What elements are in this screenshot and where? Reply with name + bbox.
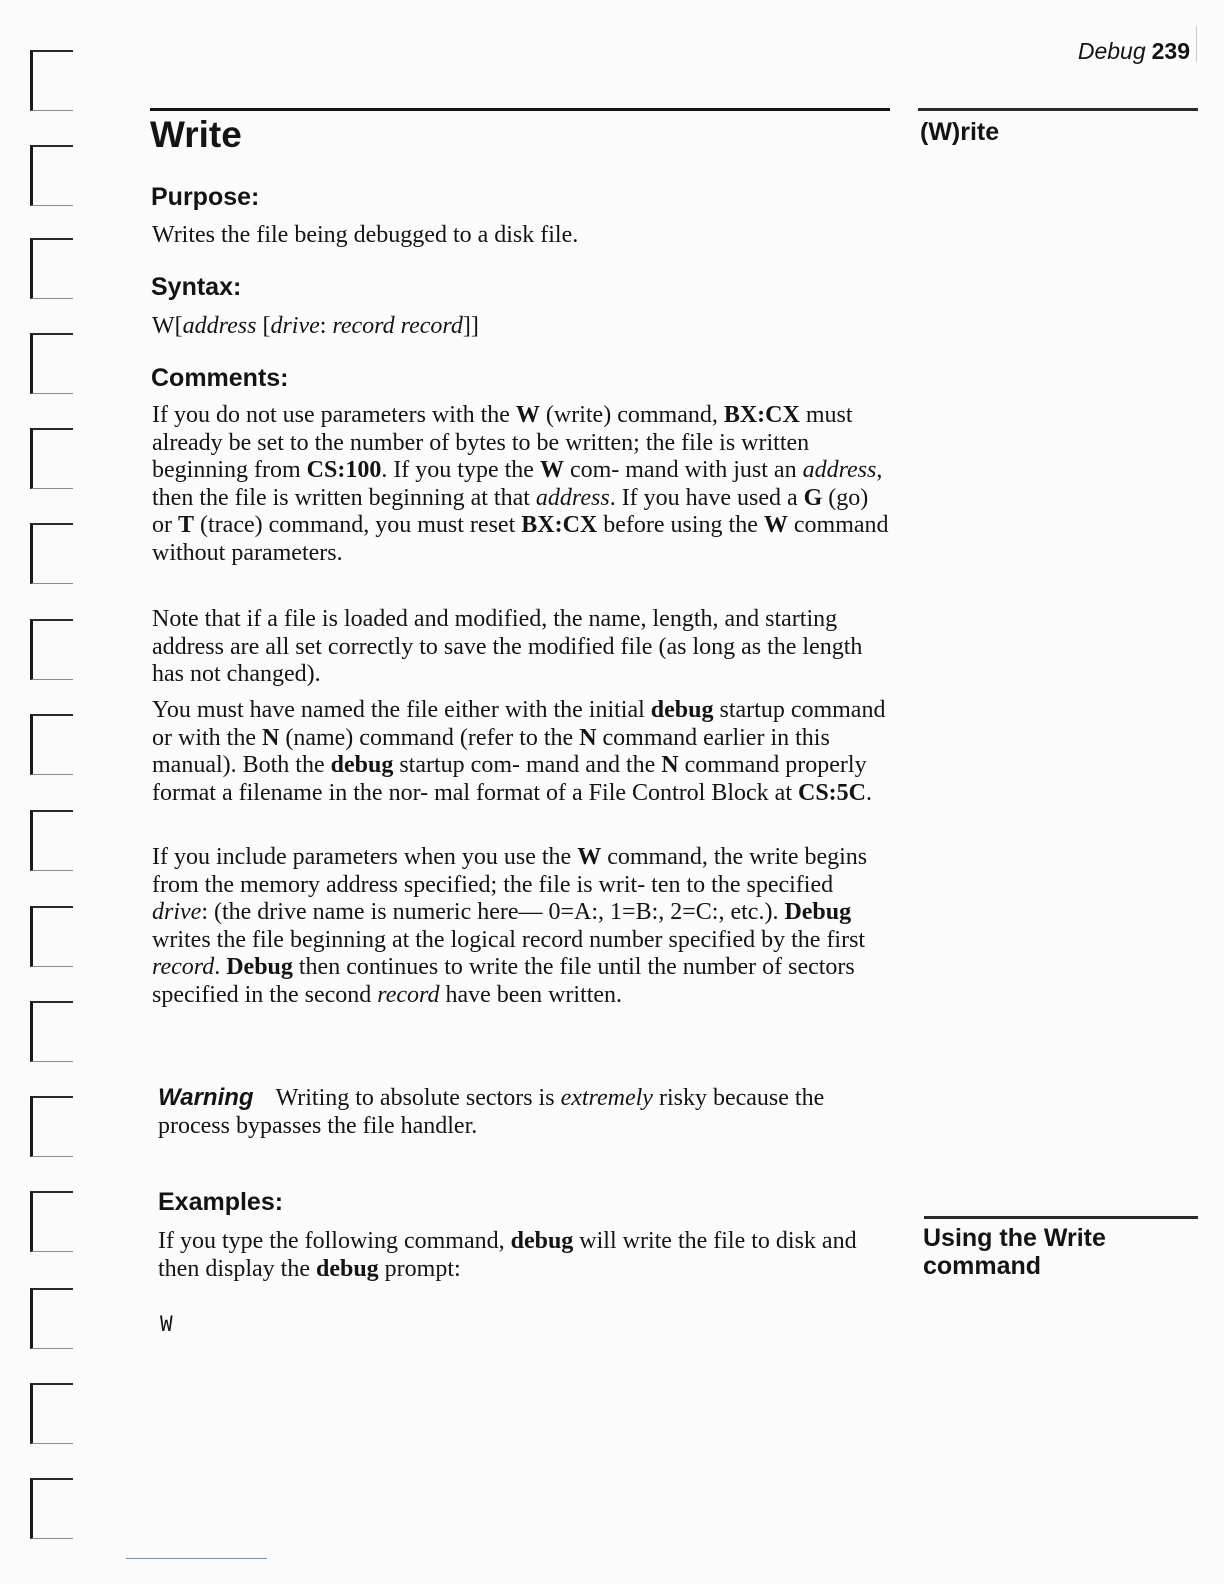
binder-mark bbox=[30, 523, 73, 584]
section-title: Write bbox=[150, 114, 242, 155]
binder-mark bbox=[30, 619, 73, 680]
section-rule bbox=[150, 108, 890, 111]
warning-label: Warning bbox=[158, 1084, 254, 1111]
header-tick bbox=[1196, 26, 1197, 62]
binder-mark bbox=[30, 428, 73, 489]
binder-mark bbox=[30, 145, 73, 206]
binder-mark bbox=[30, 1001, 73, 1062]
sidebar-rule bbox=[918, 108, 1198, 111]
examples-text: If you type the following command, debug will write the file to disk and then display the debug prompt: bbox=[158, 1228, 857, 1282]
warning-note: Warning Writing to absolute sectors is extremely risky because the process bypasses the file handler. bbox=[158, 1084, 825, 1139]
binder-mark bbox=[30, 714, 73, 775]
bottom-rule bbox=[126, 1558, 267, 1559]
header-title: Debug bbox=[1077, 38, 1146, 64]
sidebar-label-write: (W)rite bbox=[920, 118, 1000, 146]
sidebar-label-using-write: Using the Write command bbox=[923, 1224, 1106, 1280]
binder-mark bbox=[30, 906, 73, 967]
syntax-line: W[address [drive: record record]] bbox=[152, 313, 479, 339]
syntax-heading: Syntax: bbox=[151, 273, 242, 301]
purpose-text: Writes the file being debugged to a disk file. bbox=[152, 222, 579, 248]
binder-mark bbox=[30, 1383, 73, 1444]
comments-paragraph-4: If you include parameters when you use the W command, the write begins from the memory address specified; the file is writ- ten to the specified drive: (the drive name is numeric here— 0=A:, 1=B:, 2=C:, etc.). Debug writes the file beginning at the logical record number specified by the first record. Debug then continues to write the file until the number of sectors specified in the second record have been written. bbox=[152, 844, 868, 1008]
binder-mark bbox=[30, 50, 73, 111]
binder-mark bbox=[30, 1478, 73, 1539]
comments-heading: Comments: bbox=[151, 364, 289, 392]
comments-paragraph-2: Note that if a file is loaded and modified, the name, length, and starting address are all set correctly to save the modified file (as long as the length has not changed). bbox=[152, 606, 863, 687]
binder-mark bbox=[30, 1191, 73, 1252]
page-number: 239 bbox=[1151, 38, 1190, 64]
binder-mark bbox=[30, 1288, 73, 1349]
comments-paragraph-1: If you do not use parameters with the W (write) command, BX:CX must already be set to the number of bytes to be written; the file is written beginning from CS:100. If you type the W com- mand with just an address, then the file is written beginning at that address. If you have used a G (go) or T (trace) command, you must reset BX:CX before using the W command without parameters. bbox=[152, 402, 889, 566]
examples-heading: Examples: bbox=[158, 1188, 284, 1216]
binder-mark bbox=[30, 810, 73, 871]
comments-paragraph-3: You must have named the file either with the initial debug startup command or with the N (name) command (refer to the N command earlier in this manual). Both the debug startup com- mand and the N command properly format a filename in the nor- mal format of a File Control Block at CS:5C. bbox=[152, 697, 886, 806]
sidebar-rule-examples bbox=[924, 1216, 1198, 1219]
example-command: W bbox=[160, 1312, 173, 1336]
page-header bbox=[1078, 38, 1190, 65]
purpose-heading: Purpose: bbox=[151, 183, 260, 211]
binder-mark bbox=[30, 1096, 73, 1157]
binder-mark bbox=[30, 333, 73, 394]
binder-mark bbox=[30, 238, 73, 299]
